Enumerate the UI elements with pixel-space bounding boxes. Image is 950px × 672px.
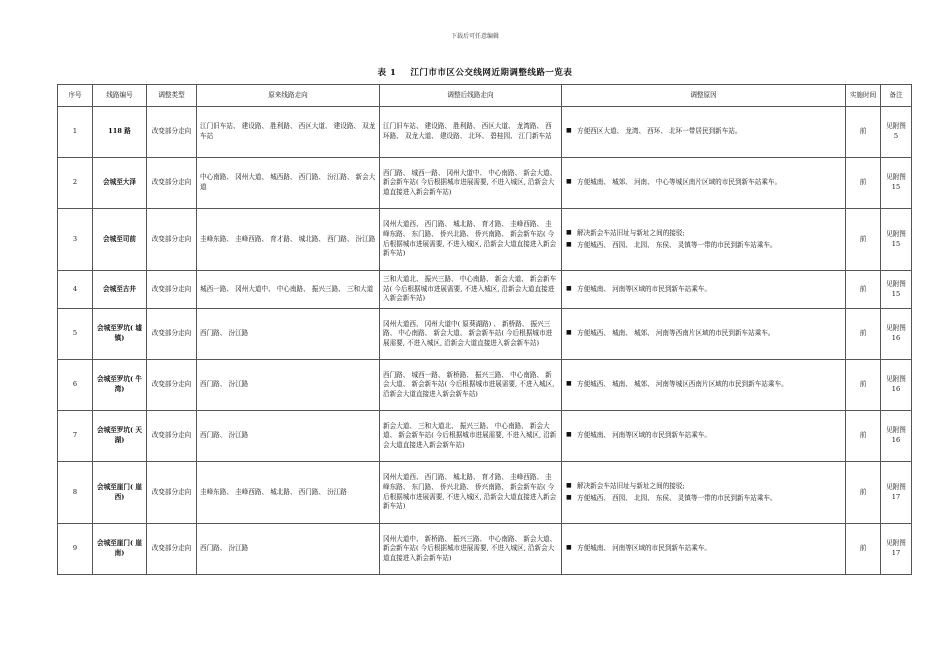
route-code: 会城至崖门( 崖西) <box>93 462 147 524</box>
adjust-type: 改变部分走向 <box>147 107 197 158</box>
table-row <box>58 411 912 462</box>
col-header-note: 备注 <box>881 85 912 107</box>
col-header-type: 调整类型 <box>147 85 197 107</box>
impl-time: 前 <box>846 411 881 462</box>
table-row <box>58 158 912 209</box>
route-adjustment-table <box>57 84 912 575</box>
col-header-adjusted: 调整后线路走向 <box>380 85 562 107</box>
adjust-type: 改变部分走向 <box>147 209 197 271</box>
route-code: 118 路 <box>93 107 147 158</box>
route-code: 会城至大泽 <box>93 158 147 209</box>
note: 见附图 15 <box>881 158 912 209</box>
row-no: 6 <box>58 360 93 411</box>
impl-time: 前 <box>846 209 881 271</box>
table-title: 江门市市区公交线网近期调整线路一览表 <box>410 68 573 78</box>
note: 见附图 15 <box>881 209 912 271</box>
adjusted-route: 冈州大道西、 西门路、 城北路、 育才路、 圭峰西路、 圭峰东路、 东门路、 侨兴北路、 侨兴南路、 新会新车站( 今后根据城市进展需要, 不进入城区, 沿新会大道直接进入新会新车站) <box>380 462 562 524</box>
adjusted-route: 江门旧车站、 建设路、 胜利路、 西区大道、 龙湾路、 西环路、 双龙大道、 建设路、 北环、 碧桂园、 江门新车站 <box>380 107 562 158</box>
adjust-type: 改变部分走向 <box>147 309 197 360</box>
impl-time: 前 <box>846 271 881 309</box>
col-header-reason: 调整原因 <box>562 85 846 107</box>
impl-time: 前 <box>846 360 881 411</box>
row-no: 7 <box>58 411 93 462</box>
note: 见附图 16 <box>881 411 912 462</box>
adjusted-route: 西门路、 城西一路、 新桥路、 振兴三路、 中心南路、 新会大道、 新会新车站( 今后根据城市进展需要, 不进入城区, 沿新会大道直接进入新会新车站) <box>380 360 562 411</box>
adjusted-route: 冈州大道西、 西门路、 城北路、 育才路、 圭峰西路、 圭峰东路、 东门路、 侨兴北路、 侨兴南路、 新会新车站( 今后根据城市进展需要, 不进入城区, 沿新会大道直接进入新会新车站) <box>380 209 562 271</box>
original-route: 西门路、 汾江路 <box>197 411 380 462</box>
reason-item: ■ 方便城西、 西园、 北园、 东侯、 灵镇等一带的市民到新车站乘车。 <box>565 494 842 504</box>
route-code: 会城至崖门( 崖南) <box>93 524 147 575</box>
table-row <box>58 309 912 360</box>
reason-item: ■ 方便城南、 河南等区域的市民到新车站乘车。 <box>565 544 842 554</box>
reason-item: ■ 方便西区大道、 龙湾、 西环、 北环一带居民到新车站。 <box>565 127 842 137</box>
adjust-reason <box>562 411 846 462</box>
row-no: 1 <box>58 107 93 158</box>
note: 见附图 16 <box>881 309 912 360</box>
table-header-row <box>58 85 912 107</box>
reason-item: ■ 方便城西、 西园、 北园、 东侯、 灵镇等一带的市民到新车站乘车。 <box>565 241 842 251</box>
adjust-reason <box>562 309 846 360</box>
page-title <box>0 66 950 78</box>
reason-item: ■ 方便城南、 城郊、 河南、 中心等城区南片区域的市民到新车站乘车。 <box>565 178 842 188</box>
route-code: 会城至罗坑( 天湖) <box>93 411 147 462</box>
original-route: 西门路、 汾江路 <box>197 309 380 360</box>
table-row <box>58 271 912 309</box>
adjust-type: 改变部分走向 <box>147 411 197 462</box>
adjust-reason <box>562 271 846 309</box>
col-header-no: 序号 <box>58 85 93 107</box>
reason-item: ■ 方便城西、 城南、 城郊、 河南等城区西南片区域的市民到新车站乘车。 <box>565 380 842 390</box>
original-route: 西门路、 汾江路 <box>197 360 380 411</box>
reason-item: ■ 方便城南、 河南等区域的市民到新车站乘车。 <box>565 285 842 295</box>
reason-item: ■ 解决新会车站旧址与新址之间的接驳; <box>565 229 842 239</box>
original-route: 圭峰东路、 圭峰西路、 城北路、 西门路、 汾江路 <box>197 462 380 524</box>
route-code: 会城至司前 <box>93 209 147 271</box>
col-header-code: 线路编号 <box>93 85 147 107</box>
note: 见附图 5 <box>881 107 912 158</box>
col-header-time: 实施时间 <box>846 85 881 107</box>
route-code: 会城至罗坑( 牛湾) <box>93 360 147 411</box>
table-row <box>58 524 912 575</box>
reason-item: ■ 方便城西、 城南、 城郊、 河南等西南片区域的市民到新车站乘车。 <box>565 329 842 339</box>
reason-item: ■ 方便城南、 河南等区域的市民到新车站乘车。 <box>565 431 842 441</box>
adjust-reason <box>562 107 846 158</box>
adjust-type: 改变部分走向 <box>147 271 197 309</box>
adjust-reason <box>562 158 846 209</box>
note: 见附图 17 <box>881 462 912 524</box>
table-number: 表 1 <box>377 68 397 78</box>
impl-time: 前 <box>846 107 881 158</box>
adjust-type: 改变部分走向 <box>147 360 197 411</box>
original-route: 江门旧车站、 建设路、 胜利路、 西区大道、 建设路、 双龙车站 <box>197 107 380 158</box>
col-header-original: 原来线路走向 <box>197 85 380 107</box>
impl-time: 前 <box>846 462 881 524</box>
adjusted-route: 冈州大道西、 冈州大道中( 原葵湖路) 、 新桥路、 振兴三路、 中心南路、 新会大道、 新会新车站( 今后根据城市进展需要, 不进入城区, 沿新会大道直接进入新会新车站) <box>380 309 562 360</box>
row-no: 3 <box>58 209 93 271</box>
note: 见附图 17 <box>881 524 912 575</box>
note: 见附图 16 <box>881 360 912 411</box>
table-row <box>58 107 912 158</box>
original-route: 中心南路、 冈州大道、 城西路、 西门路、 汾江路、 新会大道 <box>197 158 380 209</box>
route-code: 会城至罗坑( 墟镇) <box>93 309 147 360</box>
original-route: 城西一路、 冈州大道中、 中心南路、 振兴三路、 三和大道 <box>197 271 380 309</box>
row-no: 9 <box>58 524 93 575</box>
impl-time: 前 <box>846 309 881 360</box>
adjust-type: 改变部分走向 <box>147 158 197 209</box>
table-row <box>58 462 912 524</box>
adjusted-route: 西门路、 城西一路、 冈州大道中、 中心南路、 新会大道、 新会新车站( 今后根据城市进展需要, 不进入城区, 沿新会大道直接进入新会新车站) <box>380 158 562 209</box>
original-route: 西门路、 汾江路 <box>197 524 380 575</box>
header-note: 下载后可任意编辑 <box>450 33 499 40</box>
adjust-reason <box>562 209 846 271</box>
row-no: 2 <box>58 158 93 209</box>
row-no: 4 <box>58 271 93 309</box>
adjust-reason <box>562 360 846 411</box>
adjust-type: 改变部分走向 <box>147 462 197 524</box>
table-row <box>58 360 912 411</box>
original-route: 圭峰东路、 圭峰西路、 育才路、 城北路、 西门路、 汾江路 <box>197 209 380 271</box>
row-no: 8 <box>58 462 93 524</box>
impl-time: 前 <box>846 158 881 209</box>
adjusted-route: 新会大道、 三和大道北、 振兴三路、 中心南路、 新会大道、 新会新车站( 今后根据城市进展需要, 不进入城区, 沿新会大道直接进入新会新车站) <box>380 411 562 462</box>
adjust-reason <box>562 524 846 575</box>
adjust-type: 改变部分走向 <box>147 524 197 575</box>
row-no: 5 <box>58 309 93 360</box>
reason-item: ■ 解决新会车站旧址与新址之间的接驳; <box>565 482 842 492</box>
table-row <box>58 209 912 271</box>
route-code: 会城至古井 <box>93 271 147 309</box>
adjusted-route: 三和大道北、 振兴三路、 中心南路、 新会大道、 新会新车站( 今后根据城市进展需要, 不进入城区, 沿新会大道直接进入新会新车站) <box>380 271 562 309</box>
adjusted-route: 冈州大道中、 新桥路、 振兴三路、 中心南路、 新会大道、 新会新车站( 今后根据城市进展需要, 不进入城区, 沿新会大道直接进入新会新车站) <box>380 524 562 575</box>
adjust-reason <box>562 462 846 524</box>
note: 见附图 15 <box>881 271 912 309</box>
impl-time: 前 <box>846 524 881 575</box>
